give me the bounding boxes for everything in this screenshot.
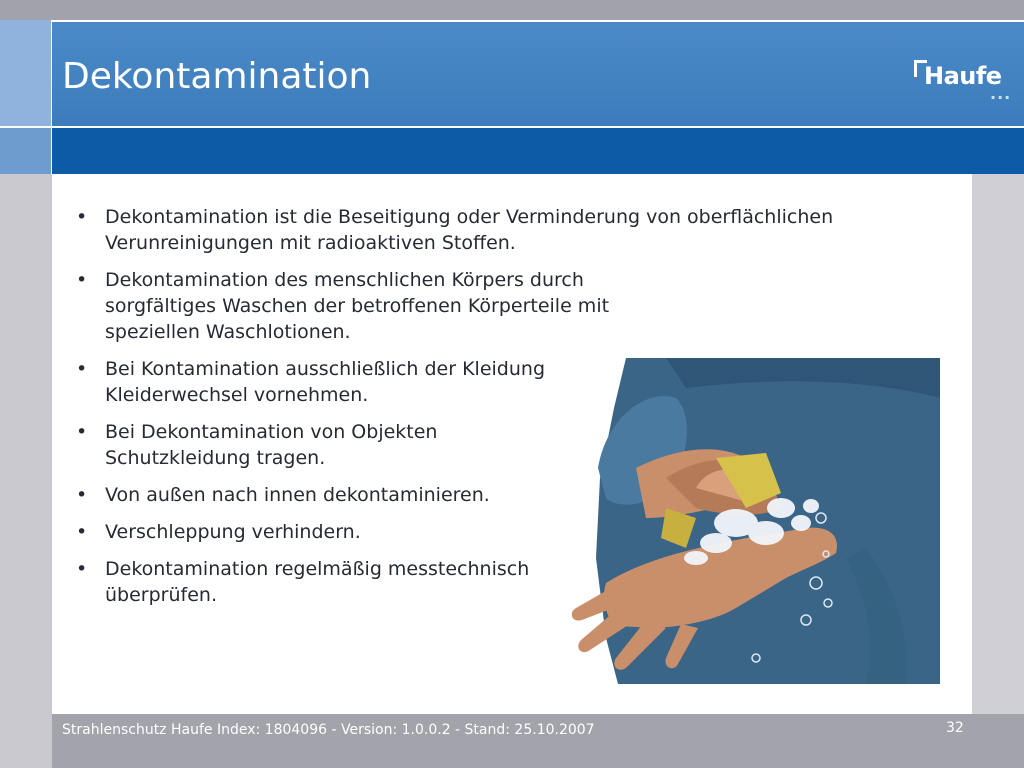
bullet-item: • Bei Dekontamination von Objekten Schutzkleidung tragen. bbox=[76, 419, 525, 471]
page-title: Dekontamination bbox=[62, 56, 372, 97]
bullet-item: • Dekontamination des menschlichen Körpers durch sorgfältiges Waschen der betroffenen Körperteile mit speziellen Waschlotionen. bbox=[76, 267, 655, 345]
logo-text: Haufe bbox=[924, 62, 1002, 90]
subheader-band bbox=[52, 128, 1024, 174]
footer-text: Strahlenschutz Haufe Index: 1804096 - Version: 1.0.0.2 - Stand: 25.10.2007 bbox=[62, 722, 595, 738]
logo-dots: ... bbox=[990, 84, 1012, 103]
bullet-item: • Dekontamination regelmäßig messtechnisch überprüfen. bbox=[76, 556, 605, 608]
left-accent-upper bbox=[0, 20, 52, 126]
slide-content bbox=[52, 174, 972, 714]
right-frame bbox=[972, 174, 1024, 714]
left-accent-lower bbox=[0, 128, 52, 174]
left-frame bbox=[0, 20, 52, 768]
handwashing-image bbox=[566, 358, 940, 684]
top-strip bbox=[0, 0, 1024, 20]
bullet-item: • Verschleppung verhindern. bbox=[76, 519, 655, 545]
bullet-item: • Bei Kontamination ausschließlich der Kleidung Kleiderwechsel vornehmen. bbox=[76, 356, 655, 408]
bullet-item: • Dekontamination ist die Beseitigung oder Verminderung von oberflächlichen Verunreinigungen mit radioaktiven Stoffen. bbox=[76, 204, 935, 256]
handwashing-illustration bbox=[566, 358, 940, 684]
bullet-item: • Von außen nach innen dekontaminieren. bbox=[76, 482, 655, 508]
page-number: 32 bbox=[946, 720, 964, 736]
haufe-logo bbox=[914, 60, 1014, 102]
